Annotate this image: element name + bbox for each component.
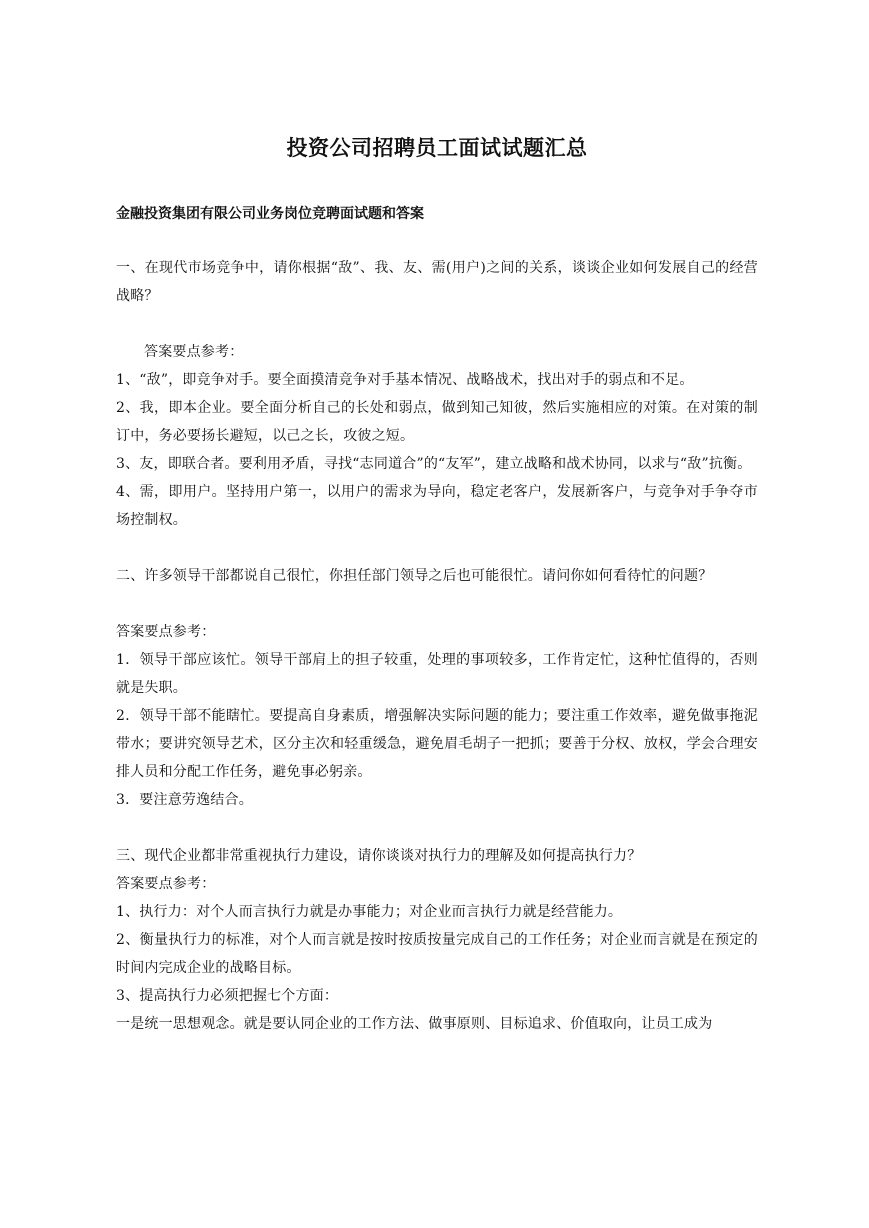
answer-label-2: 答案要点参考：: [116, 624, 216, 640]
question-1: 一、在现代市场竞争中，请你根据“敌”、我、友、需(用户)之间的关系，谈谈企业如何发展自己的经营战略？: [116, 260, 758, 304]
answer-point: 1、“敌”，即竞争对手。要全面摸清竞争对手基本情况、战略战术，找出对手的弱点和不足。: [116, 372, 694, 388]
answer-point: 4、需，即用户。坚持用户第一，以用户的需求为导向，稳定老客户，发展新客户，与竞争对手争夺市场控制权。: [116, 484, 758, 528]
answer-point: 1、执行力：对个人而言执行力就是办事能力；对企业而言执行力就是经营能力。: [116, 904, 623, 920]
spacer: [116, 534, 758, 562]
spacer: [116, 590, 758, 618]
answer-point: 一是统一思想观念。就是要认同企业的工作方法、做事原则、目标追求、价值取向，让员工成为: [116, 1016, 713, 1032]
spacer: [116, 814, 758, 842]
spacer: [116, 226, 758, 254]
spacer: [116, 310, 758, 338]
answer-label-1: 答案要点参考：: [144, 344, 244, 360]
answer-point: 3．要注意劳逸结合。: [116, 792, 253, 808]
document-subtitle: 金融投资集团有限公司业务岗位竞聘面试题和答案: [116, 206, 424, 222]
answer-label-3: 答案要点参考：: [116, 876, 216, 892]
document-title: 投资公司招聘员工面试试题汇总: [286, 135, 588, 160]
answer-point: 2．领导干部不能瞎忙。要提高自身素质，增强解决实际问题的能力；要注重工作效率，避免做事拖泥带水；要讲究领导艺术，区分主次和轻重缓急，避免眉毛胡子一把抓；要善于分权、放权，学会合理安排人员和分配工作任务，避免事必躬亲。: [116, 708, 758, 780]
answer-point: 1．领导干部应该忙。领导干部肩上的担子较重，处理的事项较多，工作肯定忙，这种忙值得的，否则就是失职。: [116, 652, 758, 696]
document-body: [116, 128, 758, 1038]
question-3: 三、现代企业都非常重视执行力建设，请你谈谈对执行力的理解及如何提高执行力？: [116, 848, 642, 864]
answer-point: 3、友，即联合者。要利用矛盾，寻找“志同道合”的“友军”，建立战略和战术协同，以求与“敌”抗衡。: [116, 456, 752, 472]
question-2: 二、许多领导干部都说自己很忙，你担任部门领导之后也可能很忙。请问你如何看待忙的问题？: [116, 568, 713, 584]
answer-point: 2、我，即本企业。要全面分析自己的长处和弱点，做到知己知彼，然后实施相应的对策。在对策的制订中，务必要扬长避短，以己之长，攻彼之短。: [116, 400, 758, 444]
answer-point: 3、提高执行力必须把握七个方面：: [116, 988, 339, 1004]
answer-point: 2、衡量执行力的标准，对个人而言就是按时按质按量完成自己的工作任务；对企业而言就是在预定的时间内完成企业的战略目标。: [116, 932, 758, 976]
